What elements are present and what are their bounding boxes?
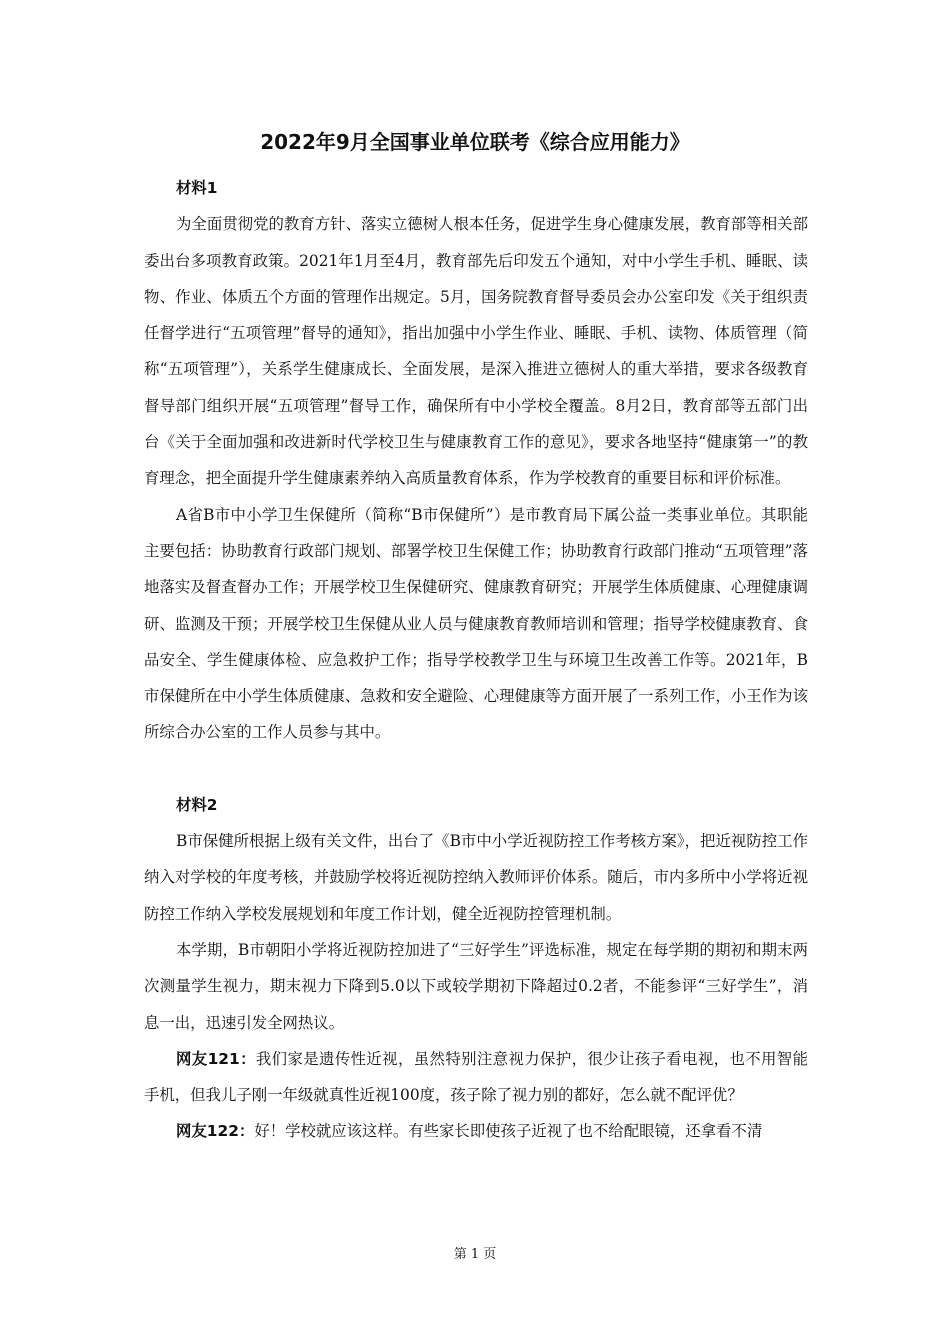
material1-paragraph-2: A省B市中小学卫生保健所（简称“B市保健所”）是市教育局下属公益一类事业单位。其职能主要包括：协助教育行政部门规划、部署学校卫生保健工作；协助教育行政部门推动“五项管理”落地落实及督查督办工作；开展学校卫生保健研究、健康教育研究；开展学生体质健康、心理健康调研、监测及干预；开展学校卫生保健从业人员与健康教育教师培训和管理；指导学校健康教育、食品安全、学生健康体检、应急救护工作；指导学校教学卫生与环境卫生改善工作等。2021年，B市保健所在中小学生体质健康、急救和安全避险、心理健康等方面开展了一系列工作，小王作为该所综合办公室的工作人员参与其中。 [144,505,808,742]
comment-122-text: 好！学校就应该这样。有些家长即使孩子近视了也不给配眼镜，还拿看不清 [254,1122,763,1141]
comment-122-label: 网友122： [176,1122,255,1141]
comment-121-label: 网友121： [176,1049,256,1068]
material2-paragraph-2: 本学期，B市朝阳小学将近视防控加进了“三好学生”评选标准，规定在每学期的期初和期末两次测量学生视力，期末视力下降到5.0以下或较学期初下降超过0.2者，不能参评“三好学生”，消息一出，迅速引发全网热议。 [144,940,808,1032]
material2-paragraph-1: B市保健所根据上级有关文件，出台了《B市中小学近视防控工作考核方案》，把近视防控工作纳入对学校的年度考核，并鼓励学校将近视防控纳入教师评价体系。随后，市内多所中小学将近视防控工作纳入学校发展规划和年度工作计划，健全近视防控管理机制。 [144,832,808,923]
comment-121-text: 我们家是遗传性近视，虽然特别注意视力保护，很少让孩子看电视，也不用智能手机，但我儿子刚一年级就真性近视100度，孩子除了视力别的都好，怎么就不配评优？ [144,1049,808,1105]
comment-122 [144,1113,808,1149]
document-title: 2022年9月全国事业单位联考《综合应用能力》 [260,130,690,154]
page-number: 第 1 页 [453,1247,497,1262]
material1-paragraph-1: 为全面贯彻党的教育方针、落实立德树人根本任务，促进学生身心健康发展，教育部等相关部委出台多项教育政策。2021年1月至4月，教育部先后印发五个通知，对中小学生手机、睡眠、读物、作业、体质五个方面的管理作出规定。5月，国务院教育督导委员会办公室印发《关于组织责任督学进行“五项管理”督导的通知》，指出加强中小学生作业、睡眠、手机、读物、体质管理（简称“五项管理”），关系学生健康成长、全面发展，是深入推进立德树人的重大举措，要求各级教育督导部门组织开展“五项管理”督导工作，确保所有中小学校全覆盖。8月2日，教育部等五部门出台《关于全面加强和改进新时代学校卫生与健康教育工作的意见》，要求各地坚持“健康第一”的教育理念，把全面提升学生健康素养纳入高质量教育体系，作为学校教育的重要目标和评价标准。 [144,215,808,488]
material2-heading: 材料2 [176,795,218,814]
comment-121 [144,1041,808,1114]
material1-heading: 材料1 [176,179,218,197]
section-spacer [144,751,808,787]
document-body [144,170,808,1150]
